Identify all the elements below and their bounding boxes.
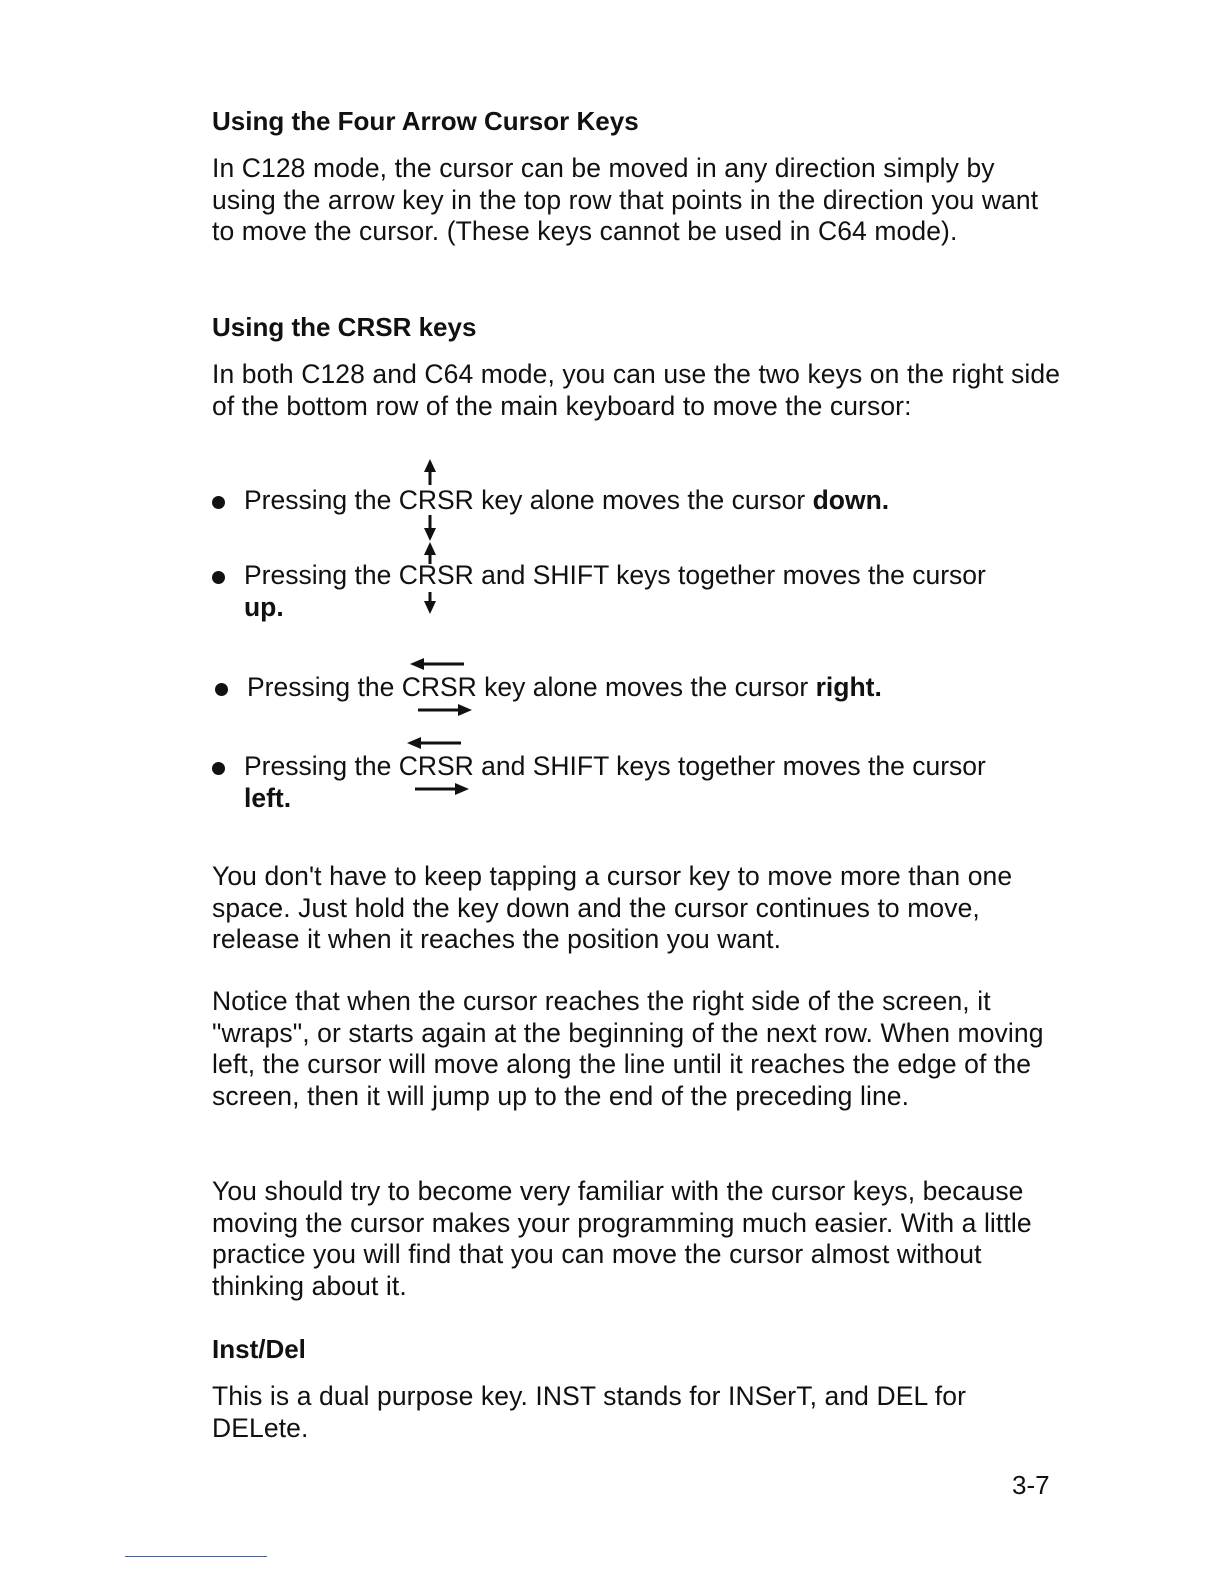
section-crsr-keys <box>212 311 1062 343</box>
bullet-emphasis: left. <box>244 783 292 813</box>
bullet-middle: key alone moves the cursor <box>484 672 809 702</box>
hold-key-paragraph-block <box>212 861 1062 956</box>
bullet-emphasis: up. <box>244 592 284 622</box>
inst-del-paragraph-block <box>212 1381 1062 1444</box>
bullet-emphasis: down. <box>812 485 890 515</box>
bullet-prefix: Pressing the <box>244 560 392 590</box>
bullet-dot <box>212 762 225 775</box>
crsr-key-text: CRSR <box>401 672 477 702</box>
bullet-text <box>244 485 1064 517</box>
bullet-text <box>247 672 1067 704</box>
bullet-text <box>244 751 1064 783</box>
crsr-key-label <box>402 672 477 704</box>
inst-del-paragraph: This is a dual purpose key. INST stands for INSerT, and DEL for DELete. <box>212 1381 967 1443</box>
crsr-key-text: CRSR <box>398 485 474 515</box>
bullet-prefix: Pressing the <box>244 751 392 781</box>
bullet-dot <box>212 571 225 584</box>
familiar-paragraph: You should try to become very familiar with the cursor keys, because moving the cursor makes your programming much easier. With a little practice you will find that you can move the cursor almost without thinking about it. <box>212 1176 1032 1301</box>
crsr-keys-paragraph-block <box>212 359 1062 422</box>
page-number: 3-7 <box>1012 1470 1050 1500</box>
crsr-key-label <box>399 485 474 517</box>
bullet-text <box>244 560 1064 592</box>
left-right-arrow-icon <box>407 737 469 797</box>
familiar-paragraph-block <box>212 1176 1062 1302</box>
hold-key-paragraph: You don't have to keep tapping a cursor key to move more than one space. Just hold the key down and the cursor continues to move, release it when it reaches the position you want. <box>212 861 1013 954</box>
bullet-middle: and SHIFT keys together moves the cursor <box>481 751 986 781</box>
section-heading-crsr-keys: Using the CRSR keys <box>212 312 477 342</box>
wrap-paragraph: Notice that when the cursor reaches the right side of the screen, it "wraps", or starts again at the beginning of the next row. When moving left, the cursor will move along the line until it reaches the edge of the screen, then it will jump up to the end of the preceding line. <box>212 986 1044 1111</box>
bullet-prefix: Pressing the <box>244 485 392 515</box>
up-down-arrow-icon <box>421 459 439 541</box>
bullet-middle: key alone moves the cursor <box>481 485 806 515</box>
bullet-dot <box>215 683 228 696</box>
bullet-middle: and SHIFT keys together moves the cursor <box>481 560 986 590</box>
section-inst-del <box>212 1333 1062 1365</box>
bullet-emphasis: right. <box>815 672 882 702</box>
arrow-keys-paragraph-block <box>212 153 1062 248</box>
crsr-key-text: CRSR <box>398 751 474 781</box>
crsr-key-label <box>399 751 474 783</box>
crsr-keys-paragraph: In both C128 and C64 mode, you can use the two keys on the right side of the bottom row of the main keyboard to move the cursor: <box>212 359 1061 421</box>
crsr-key-label <box>399 560 474 592</box>
section-arrow-keys <box>212 105 1062 137</box>
bullet-dot <box>212 496 225 509</box>
section-heading-arrow-keys: Using the Four Arrow Cursor Keys <box>212 106 639 136</box>
crsr-key-text: CRSR <box>398 560 474 590</box>
bullet-prefix: Pressing the <box>247 672 395 702</box>
footer-rule <box>125 1556 267 1557</box>
up-down-arrow-icon <box>421 542 439 614</box>
wrap-paragraph-block <box>212 986 1062 1112</box>
arrow-keys-paragraph: In C128 mode, the cursor can be moved in any direction simply by using the arrow key in the top row that points in the direction you want to move the cursor. (These keys cannot be used in C64 mode). <box>212 153 1039 246</box>
left-right-arrow-icon <box>410 658 472 718</box>
section-heading-inst-del: Inst/Del <box>212 1334 306 1364</box>
